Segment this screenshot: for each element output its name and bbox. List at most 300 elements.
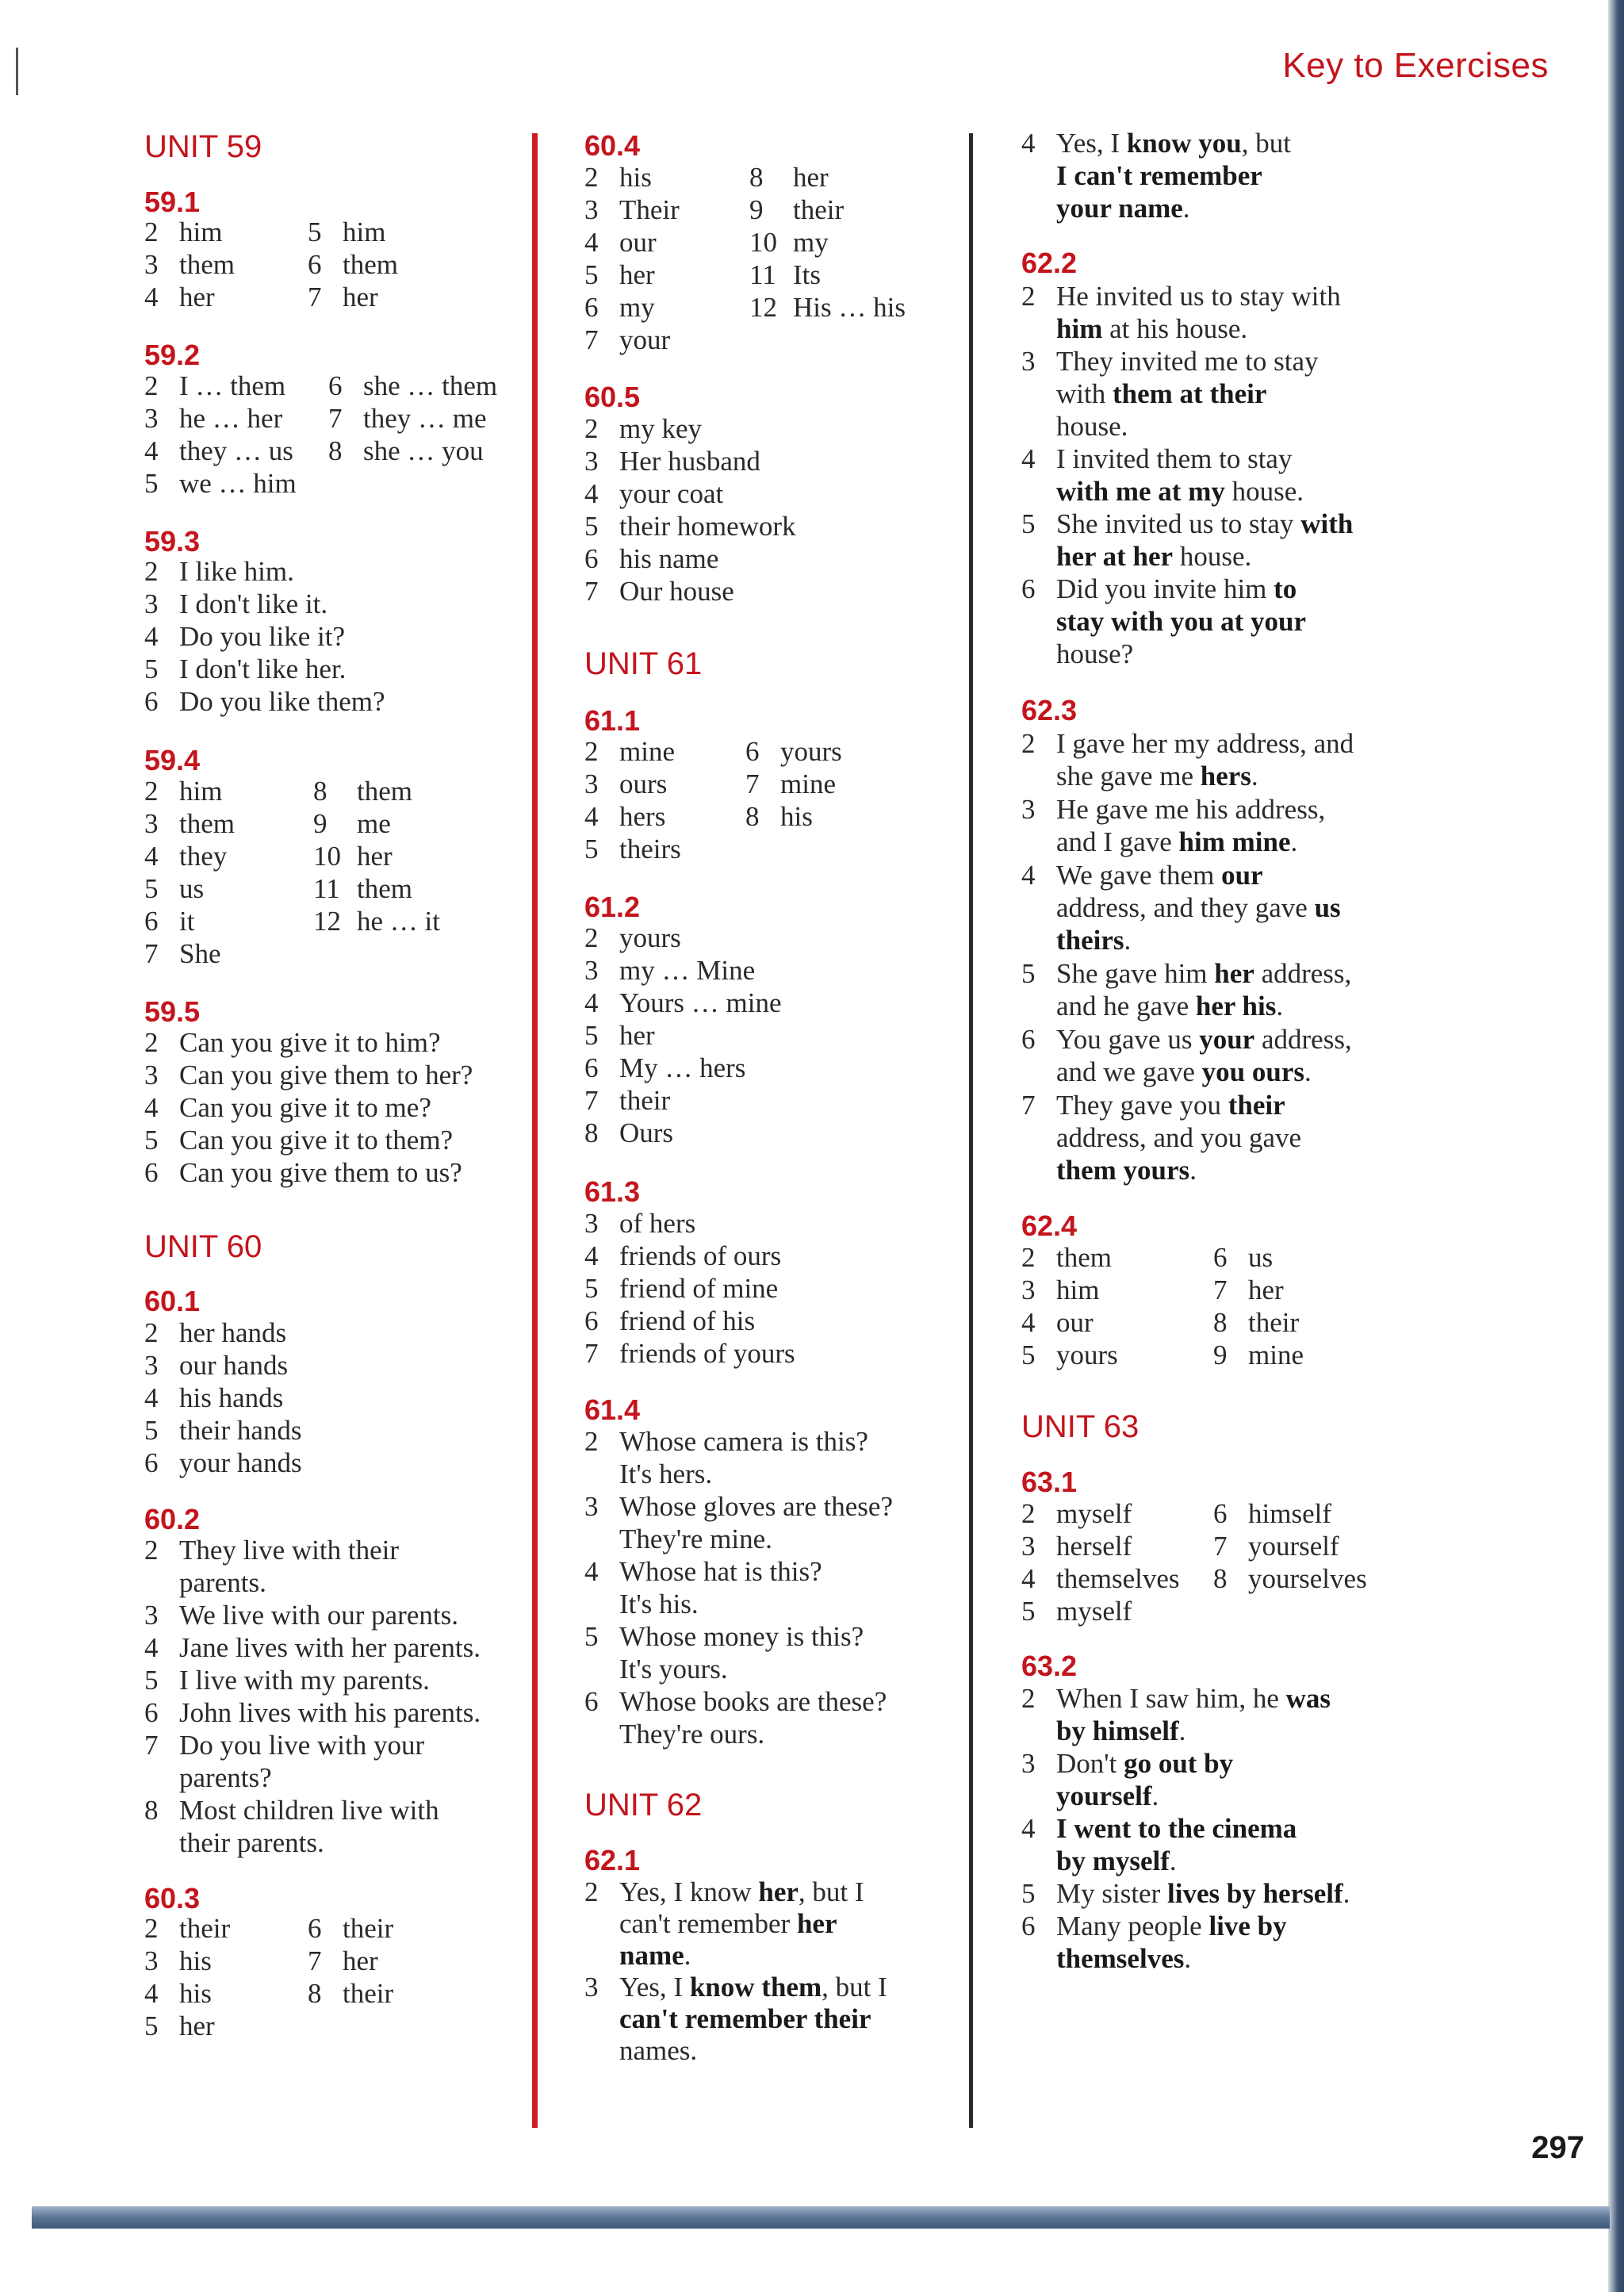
answer-text: his bbox=[780, 801, 813, 832]
answer-line bbox=[144, 555, 294, 588]
bottom-band bbox=[32, 2206, 1610, 2229]
answer-line: can't remember their bbox=[619, 2003, 871, 2034]
answer-text: her bbox=[619, 1020, 655, 1051]
answer-number: 3 bbox=[584, 768, 599, 799]
answer-line bbox=[313, 905, 440, 937]
answer-number: 4 bbox=[584, 1556, 599, 1587]
answer-text: them bbox=[179, 808, 235, 839]
answer-text: his bbox=[179, 1945, 212, 1976]
answer-line bbox=[584, 1685, 887, 1718]
answer-line: yourself. bbox=[1056, 1780, 1159, 1811]
exercise-number: 60.4 bbox=[584, 129, 641, 162]
answer-text: her bbox=[179, 2010, 215, 2041]
answer-line: 2 Yes, I know her, but I bbox=[584, 1876, 864, 1907]
answer-line bbox=[584, 1653, 728, 1685]
unit-heading: UNIT 63 bbox=[1021, 1409, 1139, 1444]
answer-text: They're mine. bbox=[619, 1524, 772, 1554]
answer-line bbox=[144, 1026, 441, 1059]
answer-number: 10 bbox=[749, 227, 777, 258]
answer-line bbox=[1213, 1562, 1367, 1595]
answer-text: His … his bbox=[793, 292, 906, 323]
exercise-number: 61.4 bbox=[584, 1393, 641, 1426]
answer-line: 4 Yes, I know you, but bbox=[1021, 128, 1291, 159]
answer-line bbox=[745, 768, 836, 800]
answer-number: 5 bbox=[144, 873, 159, 904]
answer-text: hers bbox=[619, 801, 666, 832]
column-divider-1 bbox=[532, 133, 538, 2128]
answer-line: stay with you at your bbox=[1056, 606, 1307, 637]
answer-number: 4 bbox=[584, 227, 599, 258]
answer-text: their bbox=[1248, 1307, 1300, 1338]
answer-line bbox=[584, 324, 670, 356]
answer-line: names. bbox=[619, 2035, 698, 2066]
answer-text: yourself bbox=[1248, 1531, 1339, 1562]
answer-text: me bbox=[357, 808, 391, 839]
answer-text: Can you give it to him? bbox=[179, 1027, 441, 1058]
answer-text: It's yours. bbox=[619, 1654, 728, 1685]
answer-line: 7 They gave you their bbox=[1021, 1090, 1285, 1121]
answer-text: my … Mine bbox=[619, 955, 756, 986]
answer-number: 8 bbox=[1213, 1307, 1228, 1338]
answer-number: 10 bbox=[313, 841, 341, 872]
answer-line bbox=[308, 1945, 378, 1977]
answer-number: 9 bbox=[313, 808, 327, 839]
answer-text: parents? bbox=[179, 1762, 272, 1793]
answer-line: her at her house. bbox=[1056, 541, 1252, 572]
answer-text: they … us bbox=[179, 435, 293, 466]
answer-text: him bbox=[179, 217, 223, 247]
answer-line bbox=[584, 1084, 670, 1117]
answer-text: mine bbox=[780, 768, 836, 799]
answer-line: 2 He invited us to stay with bbox=[1021, 281, 1341, 312]
answer-line bbox=[584, 1305, 755, 1337]
answer-line bbox=[144, 905, 194, 937]
answer-line bbox=[584, 1620, 864, 1653]
answer-text: my bbox=[793, 227, 829, 258]
answer-line bbox=[1021, 1306, 1094, 1339]
answer-line: 3 He gave me his address, bbox=[1021, 794, 1326, 825]
answer-text: his bbox=[179, 1978, 212, 2009]
answer-line bbox=[144, 1091, 431, 1124]
answer-text: their bbox=[343, 1913, 394, 1944]
answer-text: Can you give them to us? bbox=[179, 1157, 462, 1188]
answer-line bbox=[144, 775, 222, 807]
answer-text: her bbox=[793, 162, 829, 193]
answer-number: 3 bbox=[144, 808, 159, 839]
answer-line: by myself. bbox=[1056, 1845, 1177, 1876]
answer-number: 5 bbox=[144, 1665, 159, 1696]
exercise-number: 60.5 bbox=[584, 381, 641, 413]
answer-line bbox=[144, 1977, 212, 2010]
answer-text: she … them bbox=[363, 370, 498, 401]
answer-line bbox=[584, 445, 760, 477]
answer-text: mine bbox=[1248, 1340, 1304, 1370]
answer-number: 6 bbox=[584, 292, 599, 323]
answer-line bbox=[584, 1588, 699, 1620]
answer-number: 5 bbox=[584, 1273, 599, 1304]
answer-line bbox=[308, 248, 398, 281]
answer-line bbox=[1213, 1241, 1273, 1274]
answer-number: 8 bbox=[328, 435, 343, 466]
answer-text: I don't like her. bbox=[179, 653, 347, 684]
answer-text: Ours bbox=[619, 1117, 674, 1148]
answer-text: their bbox=[343, 1978, 394, 2009]
answer-line bbox=[745, 800, 813, 833]
answer-line bbox=[144, 872, 204, 905]
answer-line bbox=[1213, 1497, 1331, 1530]
answer-line bbox=[1021, 1562, 1180, 1595]
answer-line: by himself. bbox=[1056, 1715, 1186, 1746]
answer-text: it bbox=[179, 906, 195, 937]
answer-line bbox=[1021, 1241, 1112, 1274]
answer-number: 6 bbox=[144, 1157, 159, 1188]
exercise-number: 59.2 bbox=[144, 339, 201, 371]
exercise-number: 61.1 bbox=[584, 704, 641, 737]
answer-line bbox=[584, 226, 657, 259]
answer-number: 8 bbox=[745, 801, 760, 832]
answer-line bbox=[144, 685, 385, 718]
answer-text: John lives with his parents. bbox=[179, 1697, 481, 1728]
answer-line bbox=[144, 1059, 473, 1091]
answer-line: 4 I invited them to stay bbox=[1021, 443, 1293, 474]
answer-text: yours bbox=[1056, 1340, 1118, 1370]
answer-text: It's hers. bbox=[619, 1458, 713, 1489]
answer-number: 3 bbox=[584, 194, 599, 225]
page-header-title: Key to Exercises bbox=[1282, 46, 1549, 85]
exercise-number: 62.4 bbox=[1021, 1209, 1078, 1242]
answer-line: house? bbox=[1056, 638, 1134, 669]
answer-line bbox=[308, 1912, 393, 1945]
answer-line bbox=[144, 1794, 439, 1826]
answer-text: he … her bbox=[179, 403, 283, 434]
answer-number: 8 bbox=[313, 776, 327, 807]
answer-line bbox=[144, 370, 285, 402]
answer-line bbox=[144, 1696, 481, 1729]
answer-number: 3 bbox=[144, 403, 159, 434]
answer-text: them bbox=[1056, 1242, 1112, 1273]
answer-number: 4 bbox=[1021, 1307, 1036, 1338]
answer-line bbox=[144, 1945, 212, 1977]
answer-number: 2 bbox=[144, 1317, 159, 1348]
answer-text: friend of mine bbox=[619, 1273, 779, 1304]
answer-line: with me at my house. bbox=[1056, 476, 1304, 507]
answer-text: her bbox=[343, 282, 378, 312]
answer-line: 5 She invited us to stay with bbox=[1021, 508, 1354, 539]
exercise-number: 59.5 bbox=[144, 995, 201, 1028]
answer-line: with them at their bbox=[1056, 378, 1267, 409]
answer-line bbox=[144, 1447, 302, 1479]
answer-number: 3 bbox=[1021, 1274, 1036, 1305]
answer-line bbox=[144, 467, 297, 500]
answer-line bbox=[144, 2010, 215, 2042]
exercise-number: 60.2 bbox=[144, 1503, 201, 1535]
answer-number: 5 bbox=[1021, 1596, 1036, 1627]
answer-text: your coat bbox=[619, 478, 724, 509]
answer-line bbox=[584, 800, 665, 833]
answer-line bbox=[749, 194, 844, 226]
answer-number: 9 bbox=[1213, 1340, 1228, 1370]
answer-number: 2 bbox=[584, 162, 599, 193]
answer-number: 7 bbox=[328, 403, 343, 434]
answer-number: 3 bbox=[144, 1060, 159, 1090]
answer-text: Whose books are these? bbox=[619, 1686, 887, 1717]
answer-text: my bbox=[619, 292, 655, 323]
answer-text: them bbox=[179, 249, 235, 280]
answer-line bbox=[584, 1207, 695, 1240]
answer-text: her bbox=[357, 841, 393, 872]
answer-line: house. bbox=[1056, 411, 1128, 442]
answer-line: 6 Many people live by bbox=[1021, 1911, 1287, 1941]
answer-text: Whose hat is this? bbox=[619, 1556, 822, 1587]
answer-text: I … them bbox=[179, 370, 286, 401]
answer-line bbox=[749, 291, 906, 324]
answer-line bbox=[584, 1490, 893, 1523]
exercise-number: 61.2 bbox=[584, 891, 641, 923]
answer-line bbox=[584, 1240, 781, 1272]
answer-number: 5 bbox=[584, 259, 599, 290]
answer-text: of hers bbox=[619, 1208, 696, 1239]
answer-text: Its bbox=[793, 259, 821, 290]
answer-text: Can you give it to me? bbox=[179, 1092, 431, 1123]
answer-number: 2 bbox=[144, 1535, 159, 1566]
answer-number: 3 bbox=[584, 955, 599, 986]
answer-number: 4 bbox=[144, 1092, 159, 1123]
answer-line bbox=[749, 226, 829, 259]
answer-line bbox=[584, 768, 667, 800]
answer-line bbox=[328, 370, 497, 402]
answer-line bbox=[144, 1761, 272, 1794]
answer-number: 4 bbox=[584, 1240, 599, 1271]
answer-number: 6 bbox=[308, 1913, 322, 1944]
answer-text: their hands bbox=[179, 1415, 302, 1446]
answer-line bbox=[584, 510, 796, 542]
answer-line: them yours. bbox=[1056, 1155, 1197, 1186]
answer-text: Do you like them? bbox=[179, 686, 385, 717]
answer-number: 5 bbox=[308, 217, 322, 247]
answer-line bbox=[584, 575, 734, 607]
answer-line: themselves. bbox=[1056, 1943, 1192, 1974]
answer-line: I can't remember bbox=[1056, 160, 1262, 191]
answer-number: 11 bbox=[313, 873, 340, 904]
answer-line bbox=[144, 1534, 399, 1566]
answer-line bbox=[308, 216, 385, 248]
answer-number: 5 bbox=[144, 653, 159, 684]
answer-number: 4 bbox=[584, 478, 599, 509]
answer-text: yourselves bbox=[1248, 1563, 1367, 1594]
exercise-number: 63.1 bbox=[1021, 1466, 1078, 1498]
answer-text: Jane lives with her parents. bbox=[179, 1632, 481, 1663]
answer-line: address, and they gave us bbox=[1056, 892, 1341, 923]
answer-number: 3 bbox=[144, 249, 159, 280]
answer-number: 2 bbox=[584, 1426, 599, 1457]
answer-text: Her husband bbox=[619, 446, 760, 477]
answer-text: us bbox=[179, 873, 205, 904]
answer-number: 3 bbox=[144, 1945, 159, 1976]
answer-line bbox=[144, 840, 227, 872]
answer-line bbox=[584, 477, 723, 510]
answer-line: 4 I went to the cinema bbox=[1021, 1813, 1297, 1844]
answer-number: 4 bbox=[144, 435, 159, 466]
answer-text: your hands bbox=[179, 1447, 302, 1478]
answer-number: 3 bbox=[584, 1208, 599, 1239]
answer-line: 2 I gave her my address, and bbox=[1021, 728, 1354, 759]
answer-text: herself bbox=[1056, 1531, 1132, 1562]
answer-text: friends of yours bbox=[619, 1338, 795, 1369]
answer-line bbox=[1021, 1530, 1132, 1562]
answer-text: Yours … mine bbox=[619, 987, 782, 1018]
answer-number: 12 bbox=[749, 292, 777, 323]
answer-number: 5 bbox=[144, 1125, 159, 1156]
answer-number: 3 bbox=[144, 1600, 159, 1631]
answer-line: 6 Did you invite him to bbox=[1021, 573, 1297, 604]
answer-line bbox=[144, 1124, 453, 1156]
answer-line: 6 You gave us your address, bbox=[1021, 1024, 1352, 1055]
answer-number: 3 bbox=[584, 1491, 599, 1522]
answer-number: 7 bbox=[584, 576, 599, 607]
answer-number: 4 bbox=[584, 801, 599, 832]
answer-line: 5 She gave him her address, bbox=[1021, 958, 1352, 989]
answer-number: 6 bbox=[584, 1686, 599, 1717]
answer-text: I live with my parents. bbox=[179, 1665, 430, 1696]
answer-number: 6 bbox=[144, 686, 159, 717]
answer-number: 7 bbox=[584, 324, 599, 355]
unit-heading: UNIT 62 bbox=[584, 1788, 703, 1822]
answer-number: 5 bbox=[584, 1621, 599, 1652]
answer-text: She bbox=[179, 938, 221, 969]
answer-line: and I gave him mine. bbox=[1056, 826, 1298, 857]
answer-line: and he gave her his. bbox=[1056, 991, 1284, 1021]
answer-line bbox=[144, 588, 327, 620]
answer-line bbox=[1021, 1339, 1118, 1371]
answer-line bbox=[745, 735, 842, 768]
answer-line: 3 Yes, I know them, but I bbox=[584, 1972, 887, 2003]
answer-text: himself bbox=[1248, 1498, 1331, 1529]
answer-text: Whose gloves are these? bbox=[619, 1491, 893, 1522]
answer-line bbox=[1021, 1595, 1132, 1627]
answer-line bbox=[144, 1599, 458, 1631]
answer-text: Whose money is this? bbox=[619, 1621, 864, 1652]
answer-line bbox=[313, 840, 393, 872]
answer-number: 2 bbox=[584, 736, 599, 767]
answer-line bbox=[1213, 1306, 1299, 1339]
answer-line bbox=[1213, 1530, 1339, 1562]
answer-number: 3 bbox=[144, 1350, 159, 1381]
answer-text: Most children live with bbox=[179, 1795, 439, 1826]
answer-number: 8 bbox=[144, 1795, 159, 1826]
answer-number: 12 bbox=[313, 906, 341, 937]
answer-number: 8 bbox=[1213, 1563, 1228, 1594]
answer-number: 6 bbox=[144, 906, 159, 937]
answer-text: Do you like it? bbox=[179, 621, 345, 652]
answer-text: myself bbox=[1056, 1596, 1132, 1627]
answer-number: 5 bbox=[1021, 1340, 1036, 1370]
answer-text: Do you live with your bbox=[179, 1730, 425, 1761]
answer-line: 3 They invited me to stay bbox=[1021, 346, 1319, 377]
answer-line bbox=[584, 1425, 868, 1458]
answer-text: friend of his bbox=[619, 1305, 756, 1336]
answer-line bbox=[584, 1337, 795, 1370]
answer-number: 6 bbox=[144, 1697, 159, 1728]
answer-text: mine bbox=[619, 736, 675, 767]
answer-text: his hands bbox=[179, 1382, 284, 1413]
answer-number: 7 bbox=[1213, 1274, 1228, 1305]
answer-text: themselves bbox=[1056, 1563, 1180, 1594]
answer-line bbox=[584, 1272, 778, 1305]
answer-line: 2 When I saw him, he was bbox=[1021, 1683, 1331, 1714]
exercise-number: 62.1 bbox=[584, 1844, 641, 1876]
exercise-number: 59.3 bbox=[144, 525, 201, 558]
answer-text: Whose camera is this? bbox=[619, 1426, 868, 1457]
answer-line bbox=[584, 161, 652, 194]
answer-number: 5 bbox=[144, 1415, 159, 1446]
answer-number: 7 bbox=[584, 1338, 599, 1369]
answer-line bbox=[584, 954, 755, 987]
answer-number: 6 bbox=[584, 1305, 599, 1336]
answer-text: him bbox=[1056, 1274, 1100, 1305]
exercise-number: 60.3 bbox=[144, 1882, 201, 1914]
answer-line bbox=[144, 281, 215, 313]
answer-number: 2 bbox=[144, 556, 159, 587]
answer-line bbox=[1021, 1274, 1099, 1306]
unit-heading: UNIT 59 bbox=[144, 129, 262, 164]
answer-line: 4 We gave them our bbox=[1021, 860, 1263, 891]
answer-number: 6 bbox=[584, 543, 599, 574]
answer-number: 2 bbox=[144, 217, 159, 247]
exercise-number: 63.2 bbox=[1021, 1650, 1078, 1682]
answer-text: our bbox=[619, 227, 657, 258]
answer-text: them bbox=[357, 873, 412, 904]
answer-number: 4 bbox=[584, 987, 599, 1018]
answer-number: 2 bbox=[144, 1027, 159, 1058]
unit-heading: UNIT 60 bbox=[144, 1229, 262, 1264]
answer-line bbox=[584, 1458, 712, 1490]
answer-number: 4 bbox=[1021, 1563, 1036, 1594]
answer-number: 6 bbox=[308, 249, 322, 280]
answer-line bbox=[144, 1631, 481, 1664]
answer-line bbox=[144, 1729, 424, 1761]
answer-number: 5 bbox=[584, 834, 599, 864]
answer-number: 8 bbox=[584, 1117, 599, 1148]
answer-text: Can you give them to her? bbox=[179, 1060, 473, 1090]
answer-text: parents. bbox=[179, 1567, 266, 1598]
page-number: 297 bbox=[1531, 2130, 1584, 2165]
answer-line bbox=[584, 412, 702, 445]
answer-number: 5 bbox=[144, 468, 159, 499]
answer-line bbox=[584, 259, 655, 291]
answer-line bbox=[584, 542, 718, 575]
answer-line bbox=[313, 872, 412, 905]
answer-line bbox=[584, 1555, 822, 1588]
answer-number: 4 bbox=[144, 1382, 159, 1413]
answer-line bbox=[308, 281, 378, 313]
exercise-number: 59.4 bbox=[144, 744, 201, 776]
answer-line bbox=[144, 620, 345, 653]
answer-text: them bbox=[343, 249, 398, 280]
answer-text: Can you give it to them? bbox=[179, 1125, 454, 1156]
exercise-number: 62.3 bbox=[1021, 694, 1078, 726]
answer-number: 7 bbox=[1213, 1531, 1228, 1562]
answer-line: name. bbox=[619, 1940, 691, 1971]
column-divider-2 bbox=[969, 133, 973, 2128]
answer-line bbox=[308, 1977, 393, 2010]
answer-line bbox=[144, 435, 293, 467]
answer-text: I don't like it. bbox=[179, 588, 328, 619]
answer-number: 3 bbox=[144, 588, 159, 619]
answer-line bbox=[144, 937, 221, 970]
answer-number: 7 bbox=[144, 1730, 159, 1761]
answer-line bbox=[584, 291, 655, 324]
answer-line: theirs. bbox=[1056, 925, 1132, 956]
